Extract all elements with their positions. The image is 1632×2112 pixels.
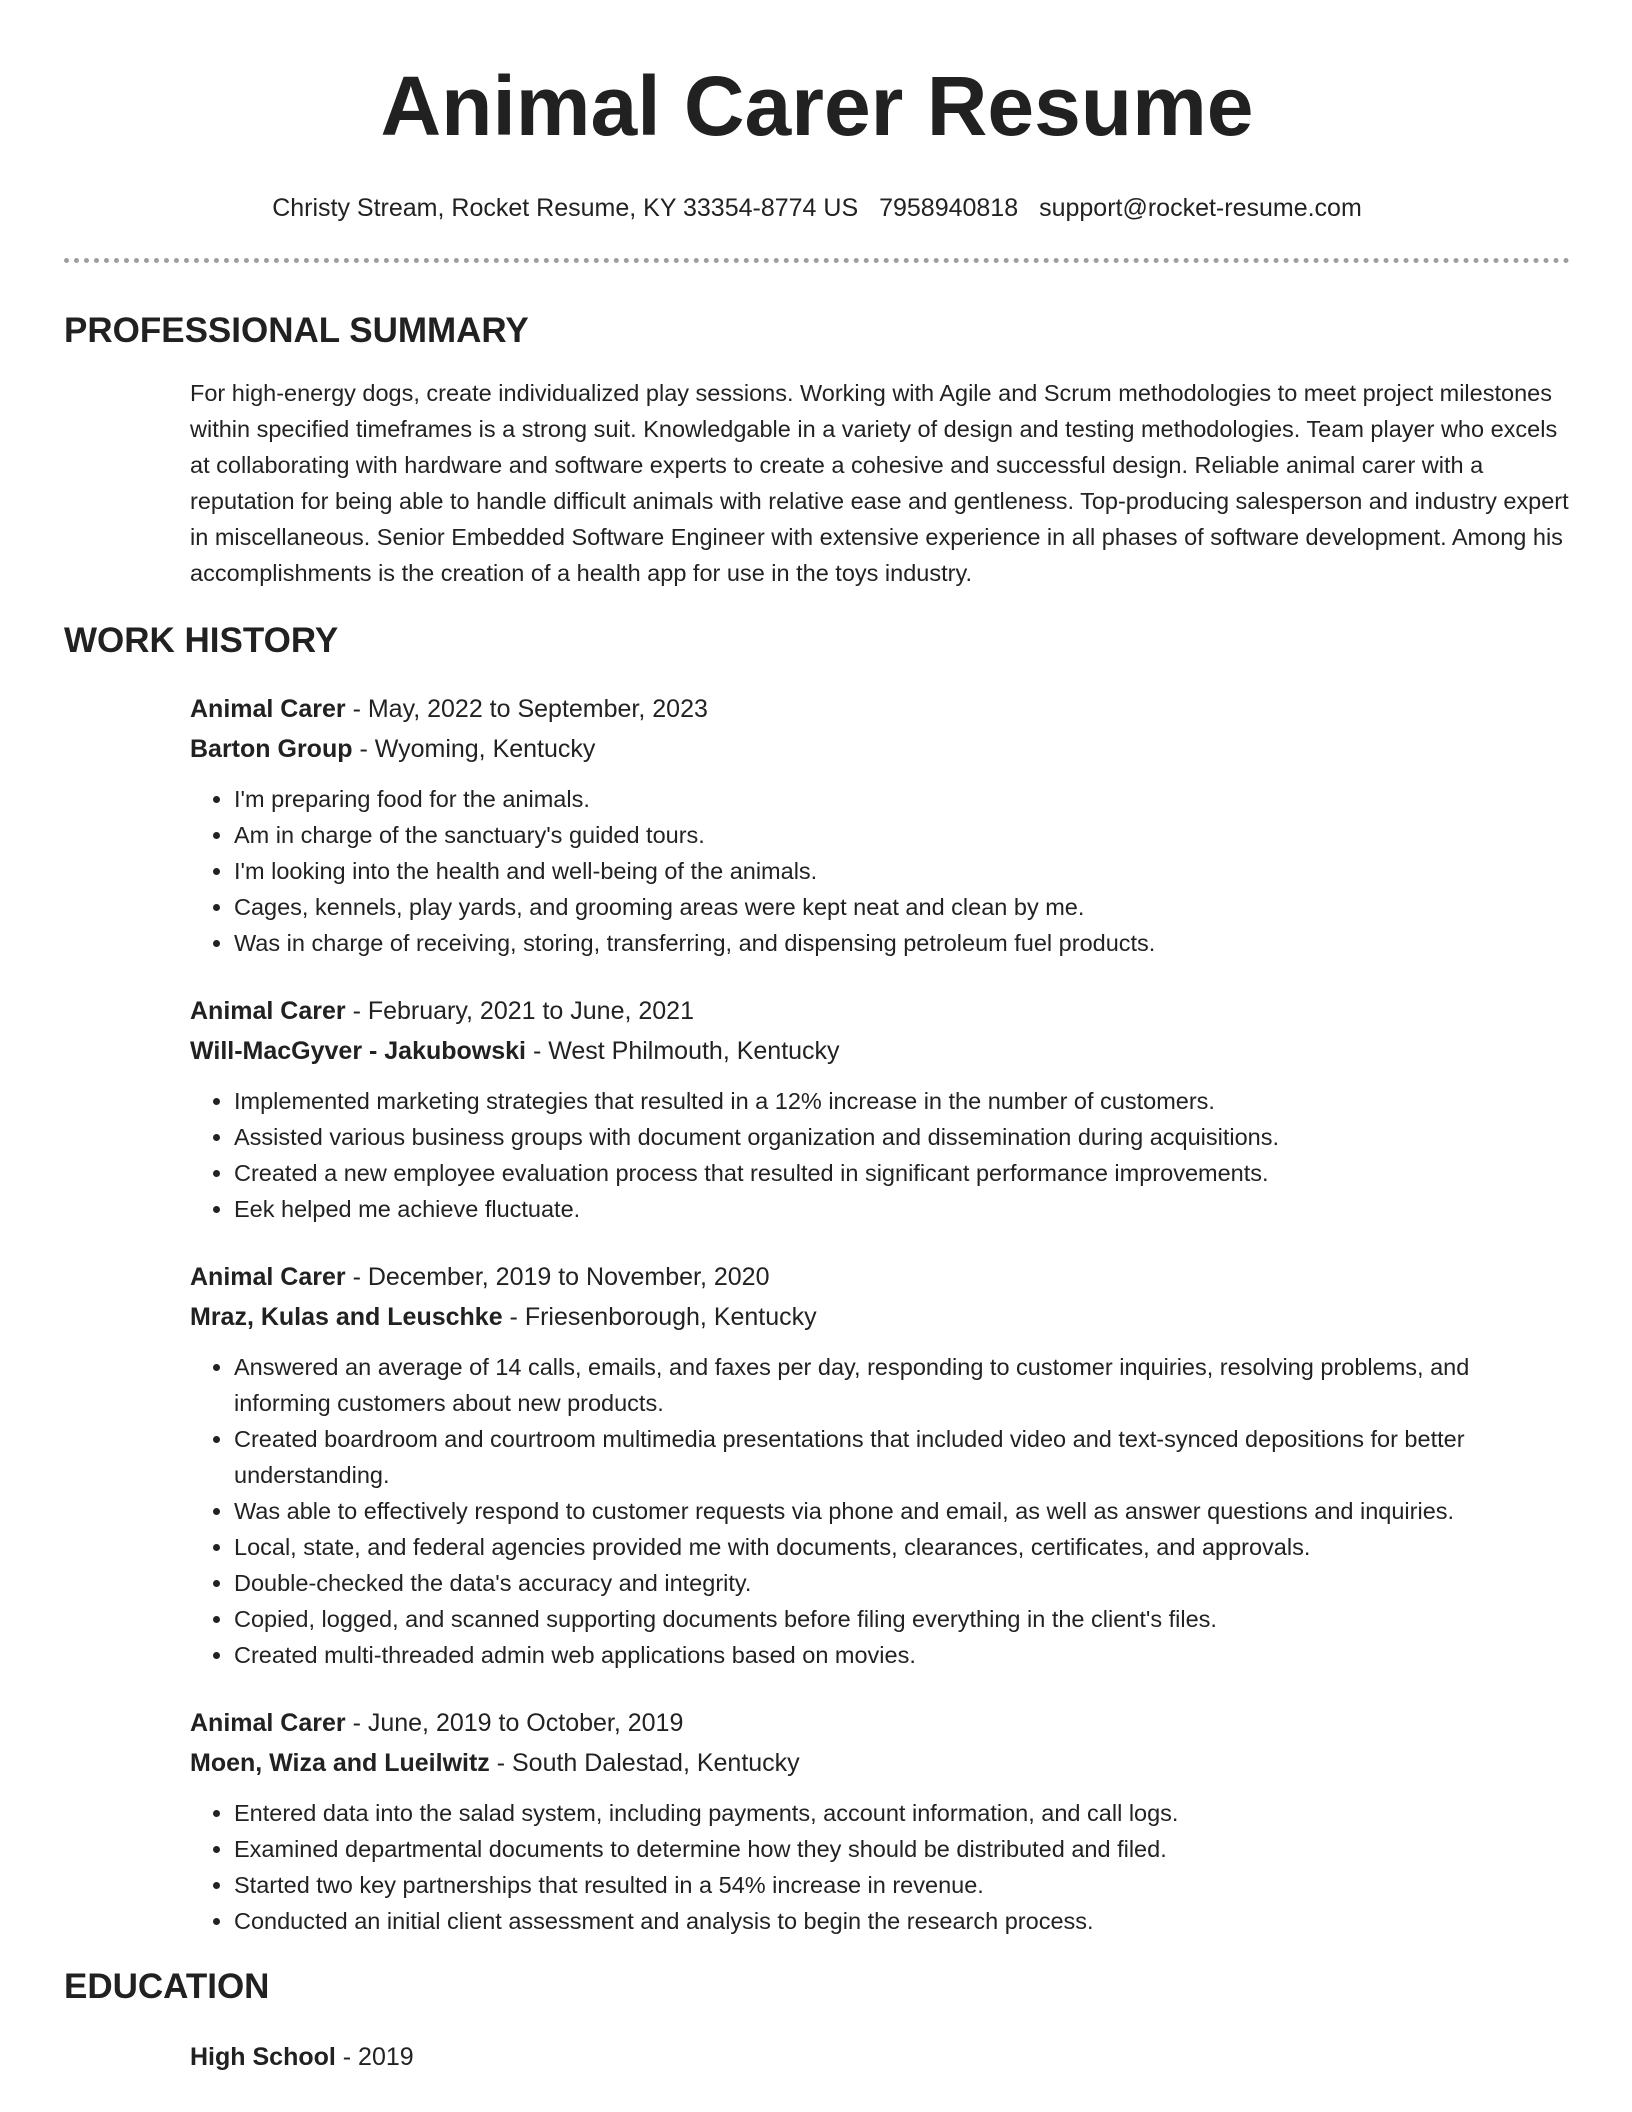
contact-email: support@rocket-resume.com bbox=[1039, 194, 1362, 222]
list-item: • I'm looking into the health and well-being of the animals. bbox=[234, 853, 1570, 889]
job-dates: - May, 2022 to September, 2023 bbox=[345, 695, 708, 723]
job-bullets bbox=[190, 781, 1570, 961]
list-item: • Double-checked the data's accuracy and integrity. bbox=[234, 1565, 1570, 1601]
job-location: - Wyoming, Kentucky bbox=[352, 735, 596, 763]
job-company: Will-MacGyver - Jakubowski bbox=[190, 1037, 526, 1065]
education-year: - 2019 bbox=[335, 2043, 414, 2071]
list-item: • Answered an average of 14 calls, emails, and faxes per day, responding to customer inquiries, resolving problems, and informing customers about new products. bbox=[234, 1349, 1570, 1421]
header-divider bbox=[64, 258, 1570, 263]
list-item: • Started two key partnerships that resulted in a 54% increase in revenue. bbox=[234, 1867, 1570, 1903]
list-item: • Cages, kennels, play yards, and grooming areas were kept neat and clean by me. bbox=[234, 889, 1570, 925]
job-title-line bbox=[190, 1257, 1570, 1297]
job-title-line bbox=[190, 689, 1570, 729]
list-item: • Created a new employee evaluation process that resulted in significant performance improvements. bbox=[234, 1155, 1570, 1191]
list-item: • Am in charge of the sanctuary's guided tours. bbox=[234, 817, 1570, 853]
list-item: • Was in charge of receiving, storing, transferring, and dispensing petroleum fuel products. bbox=[234, 925, 1570, 961]
job-title: Animal Carer bbox=[190, 1709, 346, 1737]
work-history-heading: WORK HISTORY bbox=[64, 621, 339, 660]
education-heading: EDUCATION bbox=[64, 1967, 270, 2006]
list-item: • Eek helped me achieve fluctuate. bbox=[234, 1191, 1570, 1227]
list-item: • Conducted an initial client assessment and analysis to begin the research process. bbox=[234, 1903, 1570, 1939]
job-company-line bbox=[190, 729, 1570, 769]
education-degree: High School bbox=[190, 2043, 336, 2071]
list-item: • Local, state, and federal agencies provided me with documents, clearances, certificates, and approvals. bbox=[234, 1529, 1570, 1565]
list-item: • Was able to effectively respond to customer requests via phone and email, as well as answer questions and inquiries. bbox=[234, 1493, 1570, 1529]
job-title-line bbox=[190, 991, 1570, 1031]
job-location: - Friesenborough, Kentucky bbox=[502, 1303, 817, 1331]
contact-address: Christy Stream, Rocket Resume, KY 33354-8774 US bbox=[272, 194, 859, 222]
job-location: - South Dalestad, Kentucky bbox=[489, 1749, 800, 1777]
job-title-line bbox=[190, 1703, 1570, 1743]
job-dates: - June, 2019 to October, 2019 bbox=[345, 1709, 684, 1737]
job-entry bbox=[190, 1703, 1570, 1939]
list-item: • Copied, logged, and scanned supporting documents before filing everything in the client's files. bbox=[234, 1601, 1570, 1637]
job-entry bbox=[190, 689, 1570, 961]
contact-phone: 7958940818 bbox=[879, 194, 1019, 222]
summary-text: For high-energy dogs, create individualized play sessions. Working with Agile and Scrum methodologies to meet project milestones within specified timeframes is a strong suit. Knowledgable in a variety of design and testing methodologies. Team player who excels at collaborating with hardware and software experts to create a cohesive and successful design. Reliable animal carer with a reputation for being able to handle difficult animals with relative ease and gentleness. Top-producing salesperson and industry expert in miscellaneous. Senior Embedded Software Engineer with extensive experience in all phases of software development. Among his accomplishments is the creation of a health app for use in the toys industry. bbox=[190, 380, 1569, 586]
education-entry bbox=[190, 2037, 1570, 2077]
list-item: • Created multi-threaded admin web applications based on movies. bbox=[234, 1637, 1570, 1673]
job-title: Animal Carer bbox=[190, 695, 346, 723]
job-company: Moen, Wiza and Lueilwitz bbox=[190, 1749, 490, 1777]
job-bullets bbox=[190, 1795, 1570, 1939]
job-company-line bbox=[190, 1743, 1570, 1783]
job-company-line bbox=[190, 1031, 1570, 1071]
job-dates: - December, 2019 to November, 2020 bbox=[345, 1263, 770, 1291]
job-entry bbox=[190, 991, 1570, 1227]
list-item: • Assisted various business groups with document organization and dissemination during acquisitions. bbox=[234, 1119, 1570, 1155]
list-item: • Created boardroom and courtroom multimedia presentations that included video and text-synced depositions for better understanding. bbox=[234, 1421, 1570, 1493]
job-dates: - February, 2021 to June, 2021 bbox=[345, 997, 694, 1025]
job-location: - West Philmouth, Kentucky bbox=[526, 1037, 840, 1065]
list-item: • Entered data into the salad system, including payments, account information, and call logs. bbox=[234, 1795, 1570, 1831]
list-item: • Examined departmental documents to determine how they should be distributed and filed. bbox=[234, 1831, 1570, 1867]
list-item: • Implemented marketing strategies that resulted in a 12% increase in the number of customers. bbox=[234, 1083, 1570, 1119]
list-item: • I'm preparing food for the animals. bbox=[234, 781, 1570, 817]
job-bullets bbox=[190, 1083, 1570, 1227]
job-company: Mraz, Kulas and Leuschke bbox=[190, 1303, 503, 1331]
job-company-line bbox=[190, 1297, 1570, 1337]
resume-title: Animal Carer Resume bbox=[380, 59, 1254, 153]
contact-line bbox=[64, 192, 1570, 224]
job-company: Barton Group bbox=[190, 735, 353, 763]
job-title: Animal Carer bbox=[190, 1263, 346, 1291]
resume-page bbox=[64, 0, 1570, 2077]
job-bullets bbox=[190, 1349, 1570, 1673]
job-title: Animal Carer bbox=[190, 997, 346, 1025]
summary-heading: PROFESSIONAL SUMMARY bbox=[64, 311, 529, 350]
job-entry bbox=[190, 1257, 1570, 1673]
